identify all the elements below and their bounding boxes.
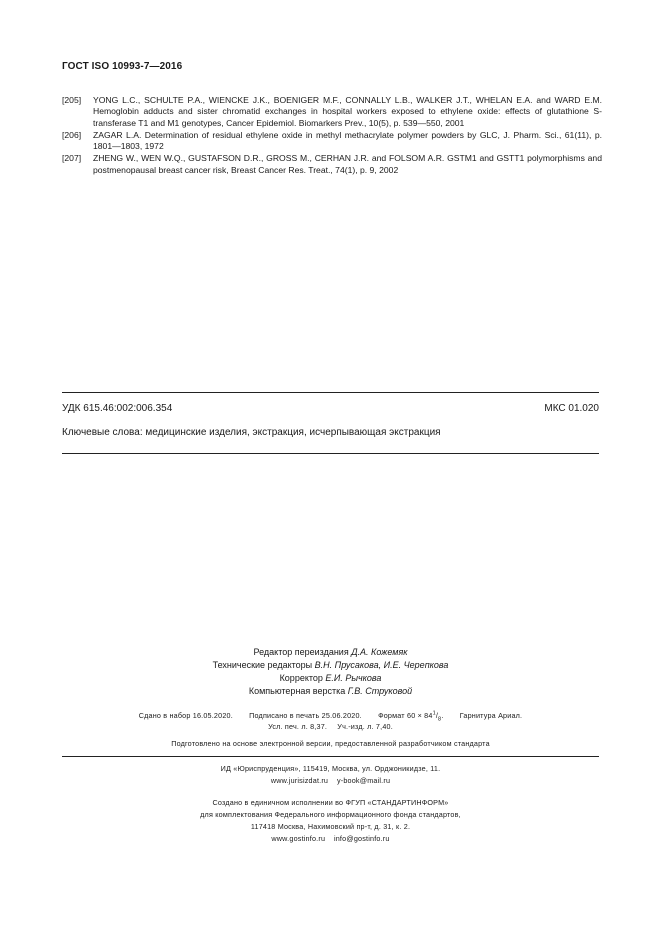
udk-code: УДК 615.46:002:006.354 [62, 403, 173, 414]
mks-code: МКС 01.020 [544, 403, 599, 414]
publisher-contacts [0, 775, 661, 787]
keywords: Ключевые слова: медицинские изделия, экстракция, исчерпывающая экстракция [62, 427, 441, 438]
divider-bottom [62, 453, 599, 454]
reference-item [62, 130, 602, 153]
publisher-address: ИД «Юриспруденция», 115419, Москва, ул. Орджоникидзе, 11. [220, 764, 441, 773]
created-line-3: 117418 Москва, Нахимовский пр-т, д. 31, к. 2. [250, 822, 411, 831]
reference-text: ZHENG W., WEN W.Q., GUSTAFSON D.R., GROSS M., CERHAN J.R. and FOLSOM A.R. GSTM1 and GSTT1 polymorphisms and postmenopausal breast cancer risk, Breast Cancer Res. Treat., 74(1), p. 9, 2002 [93, 153, 602, 175]
credit-editor: Редактор переиздания Д.А. Кожемяк [253, 647, 408, 657]
prepared-note: Подготовлено на основе электронной версии, предоставленной разработчиком стандарта [171, 739, 490, 748]
paper-format: Формат $60 \times 84^1/_8$. [378, 711, 444, 723]
reference-number: [205] [62, 95, 82, 105]
credit-tech-editors: Технические редакторы В.Н. Прусакова, И.Е. Черепкова [212, 660, 449, 670]
divider-publisher [62, 756, 599, 757]
gostinfo-website-link[interactable]: www.gostinfo.ru [271, 834, 326, 843]
reference-item [62, 95, 602, 129]
reference-item [62, 153, 602, 176]
gostinfo-email-link[interactable]: info@gostinfo.ru [333, 834, 390, 843]
divider-top [62, 392, 599, 393]
sheets-info-row [0, 721, 661, 732]
publisher-email-link[interactable]: y-book@mail.ru [336, 776, 391, 785]
created-contacts [0, 833, 661, 845]
typeface: Гарнитура Ариал. [459, 711, 523, 721]
reference-number: [207] [62, 153, 82, 164]
created-line-2: для комплектования Федерального информационного фонда стандартов, [200, 810, 461, 819]
credits-block [0, 646, 661, 698]
submitted-date: Сдано в набор 16.05.2020. [138, 711, 233, 721]
reference-text: YONG L.C., SCHULTE P.A., WIENCKE J.K., BOENIGER M.F., CONNALLY L.B., WALKER J.T., WHELAN E.A. and WARD E.M. Hemoglobin adducts and sister chromatid exchanges in hospital workers exposed to ethylene oxide: effects of glutathione S-transferase T1 and M1 genotypes, Cancer Epidemiol. Biomarkers Prev., 10(5), p. 539—550, 2001 [93, 95, 602, 128]
pub-sheets: Уч.-изд. л. 7,40. [337, 722, 393, 731]
bibliography-list [62, 95, 602, 177]
signed-date: Подписано в печать 25.06.2020. [249, 711, 362, 721]
document-header: ГОСТ ISO 10993-7—2016 [62, 61, 183, 72]
credit-corrector: Корректор Е.И. Рычкова [279, 673, 382, 683]
reference-text: ZAGAR L.A. Determination of residual ethylene oxide in methyl methacrylate polymer powders by GLC, J. Pharm. Sci., 61(11), p. 1801—1803, 1972 [93, 129, 602, 152]
print-sheets: Усл. печ. л. 8,37. [268, 722, 328, 731]
created-line-1: Создано в единичном исполнении во ФГУП «СТАНДАРТИНФОРМ» [212, 798, 449, 807]
reference-number: [206] [62, 129, 82, 140]
publisher-website-link[interactable]: www.jurisizdat.ru [270, 776, 329, 785]
credit-layout: Компьютерная верстка Г.В. Струковой [248, 686, 413, 696]
